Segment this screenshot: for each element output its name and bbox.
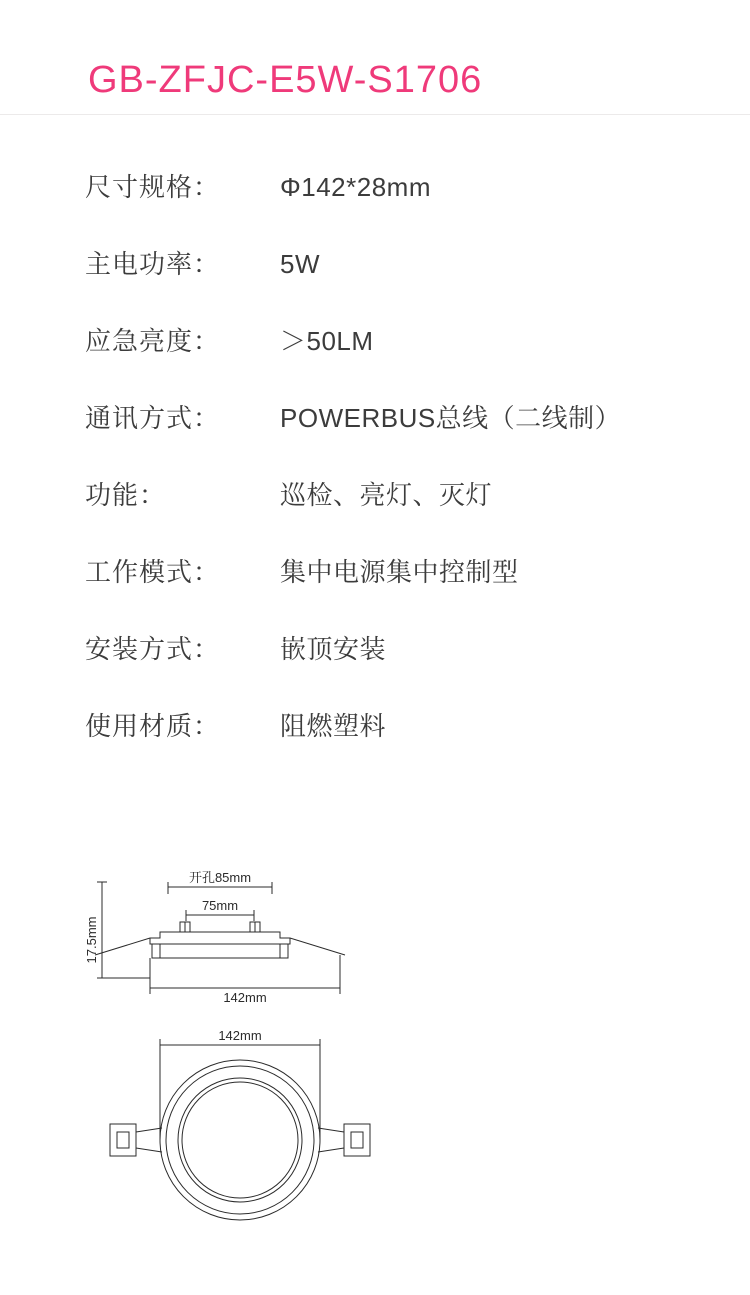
dim-cutout-label: 开孔85mm	[188, 870, 252, 885]
side-view-drawing	[0, 860, 750, 1020]
table-row	[85, 321, 750, 398]
table-row	[85, 244, 750, 321]
spec-table	[0, 115, 750, 783]
front-view-svg	[0, 1020, 750, 1280]
spec-label: 尺寸规格：	[85, 172, 221, 202]
technical-drawings	[0, 860, 750, 1280]
spec-label: 应急亮度：	[85, 326, 221, 356]
spec-value: Φ142*28mm	[280, 172, 431, 202]
spec-value: 集中电源集中控制型	[280, 557, 519, 587]
spec-label: 通讯方式：	[85, 403, 221, 433]
spec-value: 巡检、亮灯、灭灯	[280, 480, 493, 510]
spec-value: 阻燃塑料	[280, 711, 387, 741]
table-row	[85, 475, 750, 552]
spec-label: 安装方式：	[85, 634, 221, 664]
table-row	[85, 629, 750, 706]
page-title: GB-ZFJC-E5W-S1706	[88, 59, 483, 101]
title-block	[0, 0, 750, 101]
dim-inner-label: 75mm	[201, 898, 239, 913]
spec-label: 使用材质：	[85, 711, 221, 741]
spec-label: 功能：	[85, 480, 167, 510]
dim-height-label: 17.5mm	[84, 916, 99, 964]
dim-outer-label: 142mm	[223, 990, 267, 1005]
spec-value: 嵌顶安装	[280, 634, 387, 664]
spec-label: 主电功率：	[85, 249, 221, 279]
spec-label: 工作模式：	[85, 557, 221, 587]
dim-diameter-label: 142mm	[218, 1028, 262, 1043]
table-row	[85, 398, 750, 475]
side-view-svg	[0, 860, 750, 1020]
spec-value: ＞50LM	[280, 326, 374, 356]
spec-value: 5W	[280, 249, 320, 279]
table-row	[85, 167, 750, 244]
spec-value: POWERBUS总线（二线制）	[280, 403, 622, 433]
front-view-drawing	[0, 1020, 750, 1280]
table-row	[85, 706, 750, 783]
table-row	[85, 552, 750, 629]
